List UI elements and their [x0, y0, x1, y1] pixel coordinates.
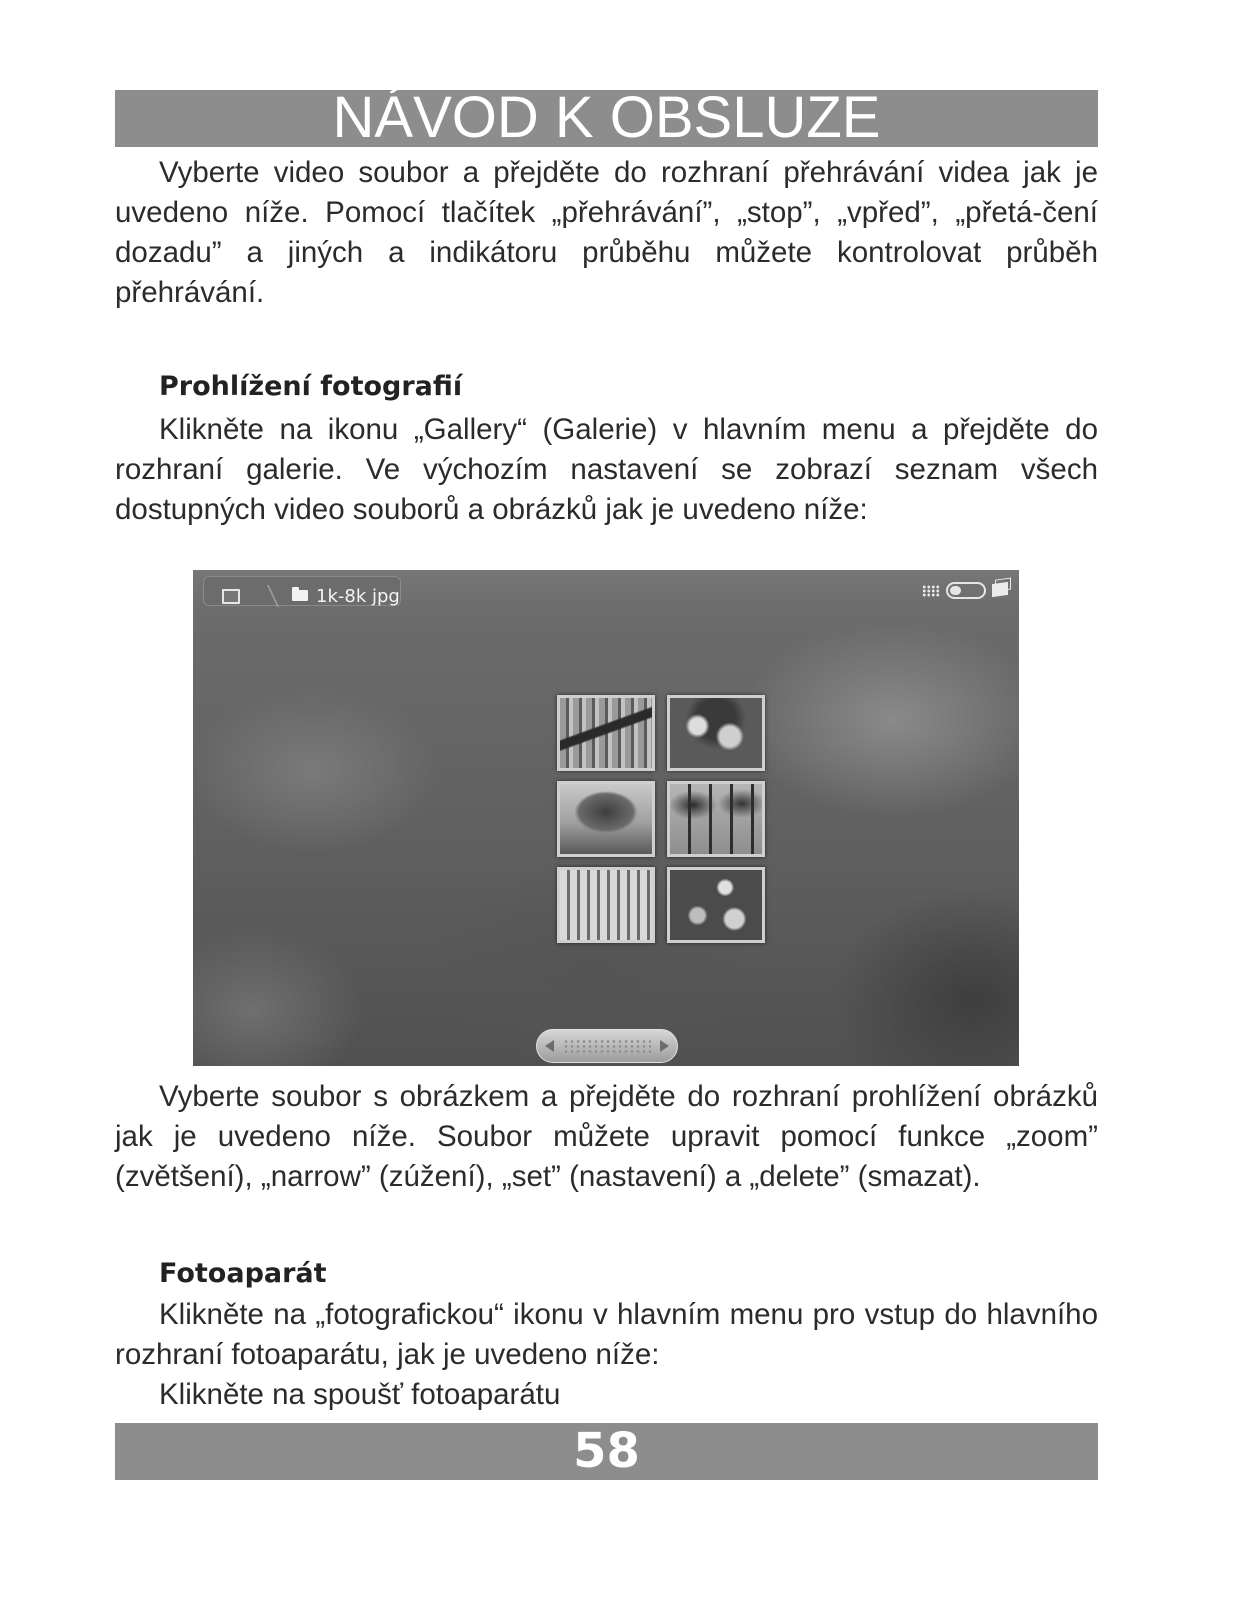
gallery-home-icon[interactable] [222, 589, 240, 604]
scroller-track[interactable] [563, 1039, 651, 1054]
gallery-topbar [193, 570, 1019, 612]
paragraph-video: Vyberte video soubor a přejděte do rozhraní přehrávání videa jak je uvedeno níže. Pomocí tlačítek „přehrávání”, „stop”, „vpřed”, „přetá-čení dozadu” a jiných a indikátoru průběhu můžete kontrolovat průběh přehrávání. [115, 156, 1098, 309]
page-number: 58 [573, 1423, 640, 1479]
grid-view-icon[interactable] [922, 585, 940, 597]
paragraph-gallery: Klikněte na ikonu „Gallery“ (Galerie) v hlavním menu a přejděte do rozhraní galerie. Ve výchozím nastavení se zobrazí seznam všech dostupných video souborů a obrázků jak je uvedeno níže: [115, 413, 1098, 526]
thumbnail-4[interactable] [667, 781, 765, 857]
breadcrumb-separator [251, 585, 279, 607]
folder-label[interactable]: 1k-8k jpg [316, 586, 400, 607]
arrow-right-icon[interactable] [660, 1040, 669, 1052]
paragraph-shutter: Klikněte na spoušť fotoaparátu [159, 1378, 561, 1411]
page-title: NÁVOD K OBSLUZE [332, 85, 881, 150]
toggle-knob [950, 586, 961, 595]
thumbnail-3[interactable] [557, 781, 655, 857]
thumbnail-5[interactable] [557, 867, 655, 943]
thumbnail-1[interactable] [557, 695, 655, 771]
gallery-scroller[interactable] [536, 1029, 678, 1063]
thumbnail-2[interactable] [667, 695, 765, 771]
thumbnail-grid [557, 695, 769, 943]
paragraph-camera: Klikněte na „fotografickou“ ikonu v hlavním menu pro vstup do hlavního rozhraní fotoaparátu, jak je uvedeno níže: [115, 1298, 1098, 1371]
paragraph-viewer: Vyberte soubor s obrázkem a přejděte do rozhraní prohlížení obrázků jak je uvedeno níže. Soubor můžete upravit pomocí funkce „zoom” (zvětšení), „narrow” (zúžení), „set” (nastavení) a „delete” (smazat). [115, 1080, 1098, 1193]
heading-camera: Fotoaparát [159, 1258, 327, 1289]
view-toggle-icon[interactable] [946, 582, 986, 599]
arrow-left-icon[interactable] [545, 1040, 554, 1052]
heading-photos: Prohlížení fotografií [159, 371, 463, 402]
breadcrumb[interactable] [203, 576, 401, 606]
stack-view-icon[interactable] [992, 582, 1008, 597]
folder-icon [292, 590, 308, 601]
gallery-screenshot [193, 570, 1019, 1066]
thumbnail-6[interactable] [667, 867, 765, 943]
